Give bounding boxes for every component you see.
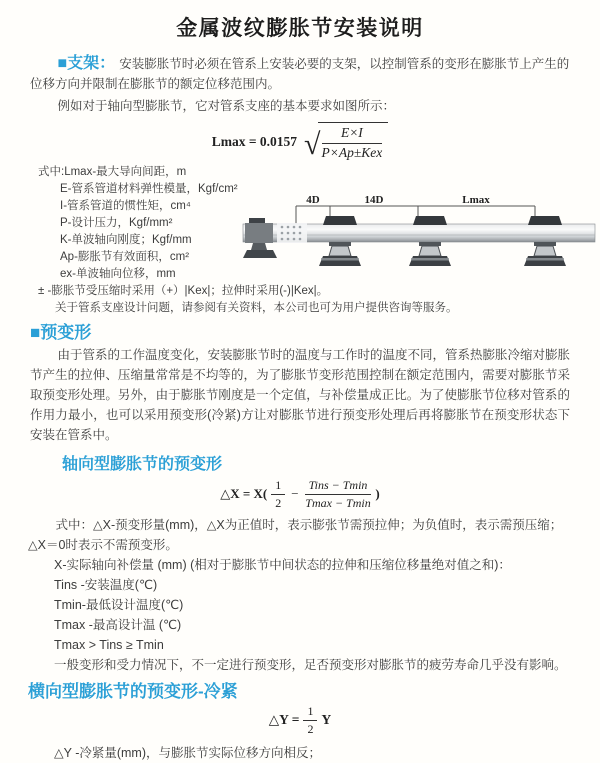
axial-preform-formula: [0, 478, 600, 511]
note-line: Tmax > Tins ≥ Tmin: [54, 637, 164, 652]
definition-line: Ap-膨胀节有效面积，cm²: [60, 250, 190, 263]
note-line: 一般变形和受力情况下，不一定进行预变形，足否预变形对膨胀节的疲劳寿命几乎没有影响。: [54, 657, 567, 672]
dim-label-14d: 14D: [364, 193, 384, 206]
formula-suffix: Y: [321, 712, 332, 728]
temperature-fraction: [305, 478, 372, 511]
definition-line: ex-单波轴向位移，mm: [60, 267, 176, 280]
document-page: [0, 12, 600, 760]
note-line: X-实际轴向补偿量 (mm) (相对于膨胀节中间状态的拉伸和压缩位移量绝对值之和)：: [54, 557, 511, 572]
radicand: [318, 122, 389, 162]
consulting-note: 关于管系支座设计问题，请参阅有关资料，本公司也可为用户提供咨询等服务。: [55, 301, 458, 314]
bellows-icon: [277, 223, 307, 243]
preform-section-heading: [30, 318, 600, 343]
definition-line: P-设计压力，Kgf/mm²: [60, 216, 173, 229]
page-title: 金属波纹膨胀节安装说明: [176, 17, 424, 40]
minus-sign: −: [291, 486, 299, 502]
fraction-denominator: Tmax − Tmin: [305, 495, 371, 510]
definition-line: ± -膨胀节受压缩时采用（+）|Kex|；拉伸时采用(-)|Kex|。: [38, 284, 329, 297]
definition-line: E-管系管道材料弹性模量，Kgf/cm²: [60, 182, 238, 195]
definitions-and-diagram: [0, 164, 600, 314]
support-example-line: 例如对于轴向型膨胀节，它对管系支座的基本要求如图所示：: [57, 99, 396, 113]
lateral-note: △Y -冷紧量(mm)，与膨胀节实际位移方向相反；: [54, 745, 322, 760]
formula-prefix: △X = X(: [220, 486, 268, 502]
axial-note-paragraph: 式中：△X-预变形量(mm)，△X为正值时，表示膨张节需预拉伸；为负值时，表示需预压缩；△X＝0时表示不需预变形。: [28, 517, 563, 552]
lmax-formula: Lmax = 0.0157 √ $\frac{E\times I}{\text{P×Ap±Kex}}$: [0, 122, 600, 162]
fraction: [322, 125, 383, 162]
fraction-numerator: Tins − Tmin: [305, 478, 372, 495]
note-line: Tmax -最高设计温 (℃): [54, 617, 182, 632]
one-half-fraction: [271, 478, 285, 511]
axial-preform-subheading: 轴向型膨胀节的预变形: [62, 455, 223, 473]
pipe-support-diagram: [243, 194, 595, 274]
fraction-numerator: 1: [303, 704, 317, 721]
definition-line: K-单波轴向刚度；Kgf/mm: [60, 233, 192, 246]
lateral-preform-formula: [0, 704, 600, 737]
fraction-numerator: E×I: [322, 125, 383, 144]
section-square-icon: ■: [30, 322, 41, 342]
one-half-fraction: [303, 704, 317, 737]
note-line: Tmin-最低设计温度(℃): [54, 597, 184, 612]
anchor-support: [243, 218, 277, 258]
dim-label-lmax: Lmax: [462, 193, 490, 206]
fraction-numerator: 1: [271, 478, 285, 495]
fraction-denominator: 2: [307, 721, 314, 736]
preform-heading-text: 预变形: [40, 322, 92, 342]
preform-paragraph: 由于管系的工作温度变化，安装膨胀节时的温度与工作时的温度不同，管系热膨胀冷缩对膨胀节产生的拉伸、压缩量常常是不均等的，为了膨胀节变形范围控制在额定范围内，需要对膨胀节采取预变形处理。另外，由于膨胀节刚度是一个定值，与补偿量成正比。为了使膨胀节位移对管系的作用力最小，也可以采用预变形(冷紧)方让对膨胀节进行预变形处理后再将膨胀节在预变形状态下安装在管系中。: [30, 347, 571, 442]
support-intro-text: 安装膨胀节时必须在管系上安装必要的支架，以控制管系的变形在膨胀节上产生的位移方向并限制在膨胀节的额定位移范围内。: [30, 57, 570, 91]
note-line: Tins -安装温度(℃): [54, 577, 158, 592]
support-section-heading: 支架：: [67, 55, 116, 72]
definition-line: 式中:Lmax-最大导向间距，m: [38, 165, 187, 178]
fraction-denominator: 2: [275, 495, 282, 510]
formula-suffix: ): [375, 486, 380, 502]
lateral-preform-subheading: 横向型膨胀节的预变形-冷紧: [28, 681, 238, 701]
dim-label-4d: 4D: [306, 193, 320, 206]
support-intro-paragraph: [30, 54, 570, 94]
fraction-denominator: P×Ap±Kex: [321, 144, 383, 160]
section-square-icon: ■: [57, 55, 68, 72]
formula-prefix: △Y =: [268, 712, 300, 728]
formula-lhs: Lmax = 0.0157: [211, 133, 298, 149]
definition-line: I-管系管道的惯性矩，cm⁴: [60, 199, 191, 212]
